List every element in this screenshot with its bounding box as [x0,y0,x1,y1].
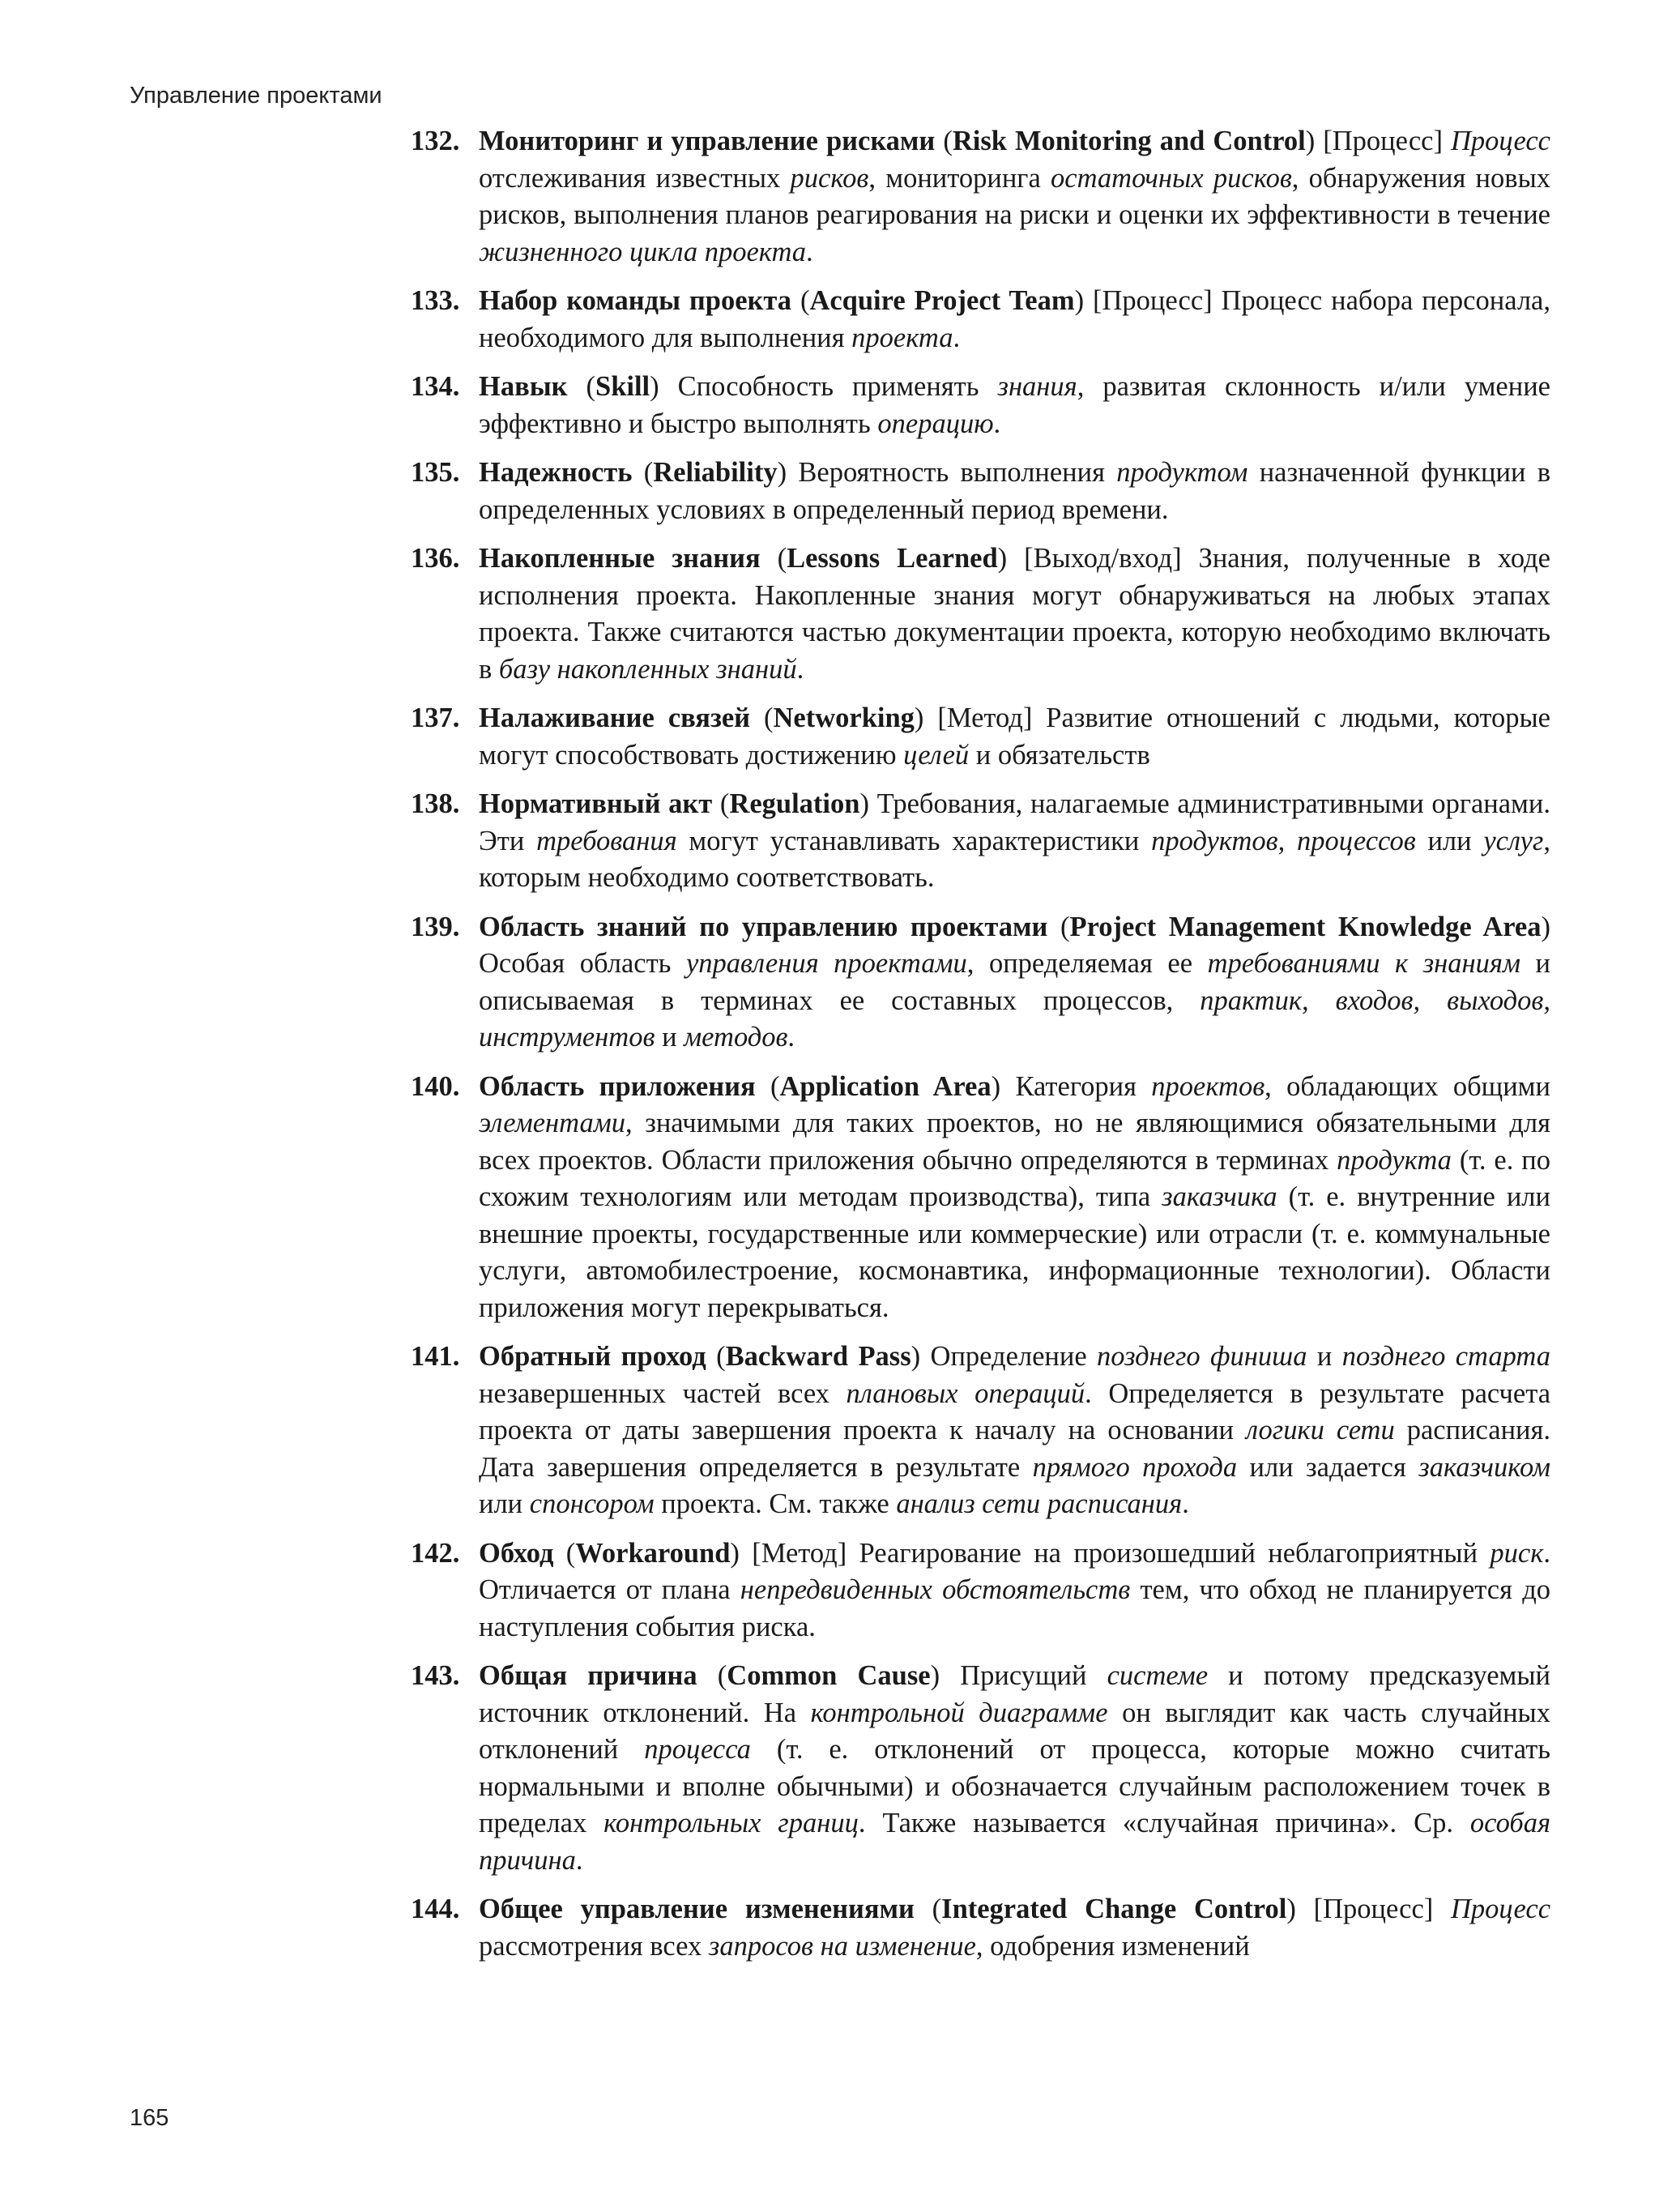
entry-text: и [655,1022,684,1053]
entry-text: , обнаружения новых рисков, выполнения планов реагирования на риски и оценки их эффективности в течение [479,162,1550,230]
entry-number: 135. [411,457,460,488]
entry-text: Категория [1000,1070,1152,1102]
entry-text: Требования, налагаемые административными органами. Эти [479,788,1550,856]
entry-crossref: управления проектами [685,948,967,979]
entry-text: или [479,1488,530,1519]
glossary-entry: 143. Общая причина (Common Cause) Присущий системе и потому предсказуемый источник отклонений. На контрольной диаграмме он выглядит как часть случайных отклонений процесса (т. е. отклонений от процесса, которые можно считать нормальными и вполне обычными) и обозначается случайным расположением точек в пределах контрольных границ. Также называется «случайная причина». Ср. особая причина. [411,1658,1550,1879]
entry-text: Вероятность выполнения [787,457,1117,488]
entry-text: Присущий [940,1660,1107,1691]
entry-number: 141. [411,1341,460,1372]
entry-text: , определяемая ее [966,948,1208,979]
entry-text: отслеживания известных [479,162,791,194]
entry-crossref: логики сети [1246,1415,1395,1445]
glossary-entry: 141. Обратный проход (Backward Pass) Определение позднего финиша и позднего старта незавершенных частей всех плановых операций. Определяется в результате расчета проекта от даты завершения проекта к началу на основании логики сети расписания. Дата завершения определяется в результате прямого прохода или задается заказчиком или спонсором проекта. См. также анализ сети расписания. [411,1339,1550,1523]
entry-crossref: заказчиком [1418,1451,1550,1483]
glossary-entries [411,123,1550,1977]
entry-crossref: позднего старта [1341,1341,1551,1372]
entry-crossref: остаточных рисков [1051,162,1292,194]
entry-term: Область приложения [479,1070,756,1102]
entry-term: Обход [479,1537,554,1569]
entry-text: и [1307,1341,1342,1372]
entry-english-term: Networking [773,702,915,733]
entry-text: тем, что обход не планируется до наступления события риска. [479,1574,1550,1642]
entry-text: расписания. Дата завершения определяется в результате [479,1415,1551,1483]
entry-crossref: продуктов, процессов [1151,825,1416,856]
entry-text: назначенной функции в определенных условиях в определенный период времени. [479,457,1550,525]
entry-text: (т. е. внутренние или внешние проекты, государственные или коммерческие) или отрасли (т. е. коммунальные услуги, автомобилестроение, космонавтика, информационные технологии). Области приложения могут перекрываться. [479,1181,1550,1323]
entry-crossref: Процесс [1451,1894,1551,1924]
entry-text: Определение [920,1341,1098,1372]
glossary-entry: 138. Нормативный акт (Regulation) Требования, налагаемые административными органами. Эти требования могут устанавливать характеристики продуктов, процессов или услуг, которым необходимо соответствовать. [411,786,1550,897]
entry-english-term: Skill [595,371,650,402]
glossary-entry: 139. Область знаний по управлению проектами (Project Management Knowledge Area) Особая область управления проектами, определяемая ее требованиями к знаниям и описываемая в терминах ее составных процессов, практик, входов, выходов, инструментов и методов. [411,909,1550,1057]
page-number: 165 [130,2105,169,2131]
entry-crossref: прямого прохода [1032,1451,1238,1483]
entry-english-term: Lessons Learned [787,543,998,574]
entry-term: Накопленные знания [479,543,761,574]
entry-english-term: Application Area [779,1070,992,1102]
entry-text: . Также называется «случайная причина». Ср. [858,1808,1470,1838]
entry-text: , развитая склонность и/или умение эффективно и быстро выполнять [479,371,1550,439]
entry-text: , мониторинга [868,162,1051,194]
entry-crossref: требования [536,825,677,856]
glossary-entry: 137. Налаживание связей (Networking) [Метод] Развитие отношений с людьми, которые могут способствовать достижению целей и обязательств [411,700,1550,774]
entry-term: Навык [479,371,568,402]
entry-english-term: Backward Pass [725,1341,911,1372]
glossary-entry: 132. Мониторинг и управление рисками (Risk Monitoring and Control) [Процесс] Процесс отслеживания известных рисков, мониторинга остаточных рисков, обнаружения новых рисков, выполнения планов реагирования на риски и оценки их эффективности в течение жизненного цикла проекта. [411,123,1550,271]
entry-crossref: позднего финиша [1097,1341,1307,1372]
entry-crossref: знания [997,371,1077,402]
entry-text: (т. е. отклонений от процесса, которые можно считать нормальными и вполне обычными) и обозначается случайным расположением точек в пределах [479,1734,1551,1838]
entry-crossref: системе [1107,1660,1209,1691]
entry-crossref: операцию [877,408,994,439]
entry-text: , обладающих общими [1265,1070,1550,1102]
entry-term: Нормативный акт [479,788,713,819]
entry-number: 144. [411,1894,460,1924]
entry-number: 138. [411,788,460,819]
entry-text: Способность применять [659,371,998,402]
entry-crossref: рисков [790,162,869,194]
entry-crossref: методов [684,1022,788,1053]
entry-crossref: процесса [644,1734,751,1765]
entry-text: Особая область [479,948,686,979]
entry-number: 137. [411,702,460,733]
entry-term: Налаживание связей [479,702,751,733]
entry-text: [Процесс] Процесс набора персонала, необходимого для выполнения [479,285,1550,353]
running-header: Управление проектами [130,83,382,109]
entry-text: или [1415,825,1484,856]
entry-english-term: Common Cause [727,1660,931,1691]
entry-english-term: Integrated Change Control [941,1894,1287,1924]
entry-text: [Процесс] [1295,1894,1452,1924]
entry-text: . [787,1022,795,1053]
entry-text: и обязательств [969,739,1150,771]
entry-crossref: анализ сети расписания [896,1488,1183,1519]
entry-number: 133. [411,285,460,316]
entry-term: Надежность [479,457,633,488]
entry-crossref: целей [903,739,970,771]
entry-text: . Определяется в результате расчета проекта от даты завершения проекта к началу на основании [479,1377,1551,1445]
entry-number: 134. [411,371,460,402]
entry-crossref: запросов на изменение [708,1930,976,1962]
entry-number: 140. [411,1070,460,1102]
glossary-entry: 134. Навык (Skill) Способность применять знания, развитая склонность и/или умение эффективно и быстро выполнять операцию. [411,369,1550,442]
entry-english-term: Regulation [729,788,860,819]
entry-crossref: жизненного цикла проекта [479,236,807,267]
entry-english-term: Risk Monitoring and Control [952,126,1306,156]
entry-term: Область знаний по управлению проектами [479,911,1048,942]
entry-crossref: требованиями к знаниям [1207,948,1520,979]
entry-crossref: Процесс [1450,126,1550,156]
entry-crossref: особая причина [479,1808,1550,1876]
glossary-entry: 142. Обход (Workaround) [Метод] Реагирование на произошедший неблагоприятный риск. Отличается от плана непредвиденных обстоятельств тем, что обход не планируется до наступления события риска. [411,1535,1550,1646]
entry-crossref: услуг [1483,825,1544,856]
entry-term: Мониторинг и управление рисками [479,126,936,156]
entry-text: . [953,322,961,353]
entry-text: рассмотрения всех [479,1930,709,1962]
entry-text: . [806,236,813,267]
entry-crossref: заказчика [1162,1181,1277,1212]
entry-number: 143. [411,1660,460,1691]
entry-term: Набор команды проекта [479,285,792,316]
entry-crossref: непредвиденных обстоятельств [740,1574,1131,1605]
entry-text: [Метод] Развитие отношений с людьми, которые могут способствовать достижению [479,702,1550,771]
entry-text: . [993,408,1001,439]
entry-text: незавершенных частей всех [479,1377,847,1409]
entry-english-term: Acquire Project Team [809,285,1075,316]
glossary-entry: 140. Область приложения (Application Area) Категория проектов, обладающих общими элементами, значимыми для таких проектов, но не являющимися обязательными для всех проектов. Области приложения обычно определяются в терминах продукта (т. е. по схожим технологиям или методам производства), типа заказчика (т. е. внутренние или внешние проекты, государственные или коммерческие) или отрасли (т. е. коммунальные услуги, автомобилестроение, космонавтика, информационные технологии). Области приложения могут перекрываться. [411,1069,1550,1327]
entry-crossref: проектов [1151,1070,1265,1102]
glossary-entry: 144. Общее управление изменениями (Integrated Change Control) [Процесс] Процесс рассмотрения всех запросов на изменение, одобрения изменений [411,1891,1550,1965]
entry-text: . [1182,1488,1189,1519]
entry-crossref: продукта [1337,1144,1452,1176]
entry-term: Обратный проход [479,1341,706,1372]
entry-crossref: практик, входов, выходов, инструментов [479,984,1550,1053]
glossary-entry: 135. Надежность (Reliability) Вероятность выполнения продуктом назначенной функции в определенных условиях в определенный период времени. [411,455,1550,528]
entry-english-term: Workaround [575,1537,731,1569]
entry-text: и описываемая в терминах ее составных процессов, [479,948,1550,1016]
entry-text: . [796,653,804,685]
entry-text: он выглядит как часть случайных отклонений [479,1697,1550,1765]
entry-number: 136. [411,543,460,574]
entry-crossref: продуктом [1116,457,1248,488]
entry-english-term: Project Management Knowledge Area [1069,911,1542,942]
entry-crossref: элементами [479,1108,626,1138]
entry-text: или задается [1237,1451,1419,1483]
entry-text: , одобрения изменений [975,1930,1250,1962]
entry-term: Общее управление изменениями [479,1894,915,1924]
entry-text: и потому предсказуемый источник отклонений. На [479,1660,1550,1728]
entry-text: , значимыми для таких проектов, но не являющимися обязательными для всех проектов. Области приложения обычно определяются в терминах [479,1108,1550,1176]
entry-text: [Метод] Реагирование на произошедший неблагоприятный [739,1537,1491,1569]
entry-term: Общая причина [479,1660,697,1691]
entry-text: могут устанавливать характеристики [676,825,1152,856]
entry-text: . Отличается от плана [479,1537,1550,1605]
entry-text: проекта. См. также [654,1488,897,1519]
entry-number: 139. [411,911,460,942]
entry-crossref: проекта [851,322,953,353]
entry-crossref: контрольных границ [603,1808,859,1838]
entry-english-term: Reliability [653,457,778,488]
glossary-entry: 133. Набор команды проекта (Acquire Project Team) [Процесс] Процесс набора персонала, необходимого для выполнения проекта. [411,283,1550,357]
entry-number: 142. [411,1537,460,1569]
entry-text: [Процесс] [1315,126,1451,156]
entry-number: 132. [411,126,460,156]
entry-crossref: спонсором [529,1488,655,1519]
entry-text: (т. е. по схожим технологиям или методам производства), типа [479,1144,1551,1212]
entry-text: . [575,1844,583,1876]
entry-crossref: контрольной диаграмме [810,1697,1108,1728]
entry-crossref: риск [1490,1537,1544,1569]
entry-text: , которым необходимо соответствовать. [479,825,1550,893]
entry-crossref: плановых операций [846,1377,1085,1409]
glossary-entry: 136. Накопленные знания (Lessons Learned) [Выход/вход] Знания, полученные в ходе исполнения проекта. Накопленные знания могут обнаруживаться на любых этапах проекта. Также считаются частью документации проекта, которую необходимо включать в базу накопленных знаний. [411,540,1550,688]
entry-crossref: базу накопленных знаний [498,653,797,685]
entry-text: [Выход/вход] Знания, полученные в ходе исполнения проекта. Накопленные знания могут обнаруживаться на любых этапах проекта. Также считаются частью документации проекта, которую необходимо включать в [479,543,1550,685]
